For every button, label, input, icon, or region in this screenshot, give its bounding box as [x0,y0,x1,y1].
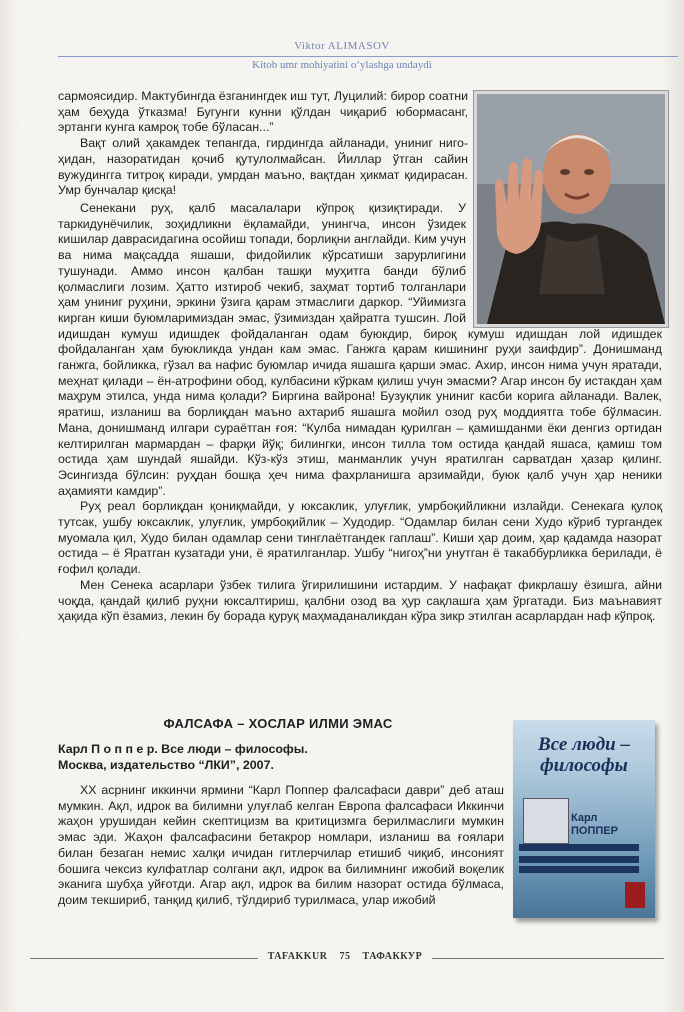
running-header-author: Viktor ALIMASOV [294,40,390,52]
cover-band [519,844,639,851]
page-footer [258,951,432,962]
cover-band [519,856,639,863]
section-title: ФАЛСАФА – ХОСЛАР ИЛМИ ЭМАС [163,716,393,731]
paragraph-3: Сенекани руҳ, қалб масалалари кўпроқ қизиқтиради. У таркидунёчилик, зоҳидликни ёқламайди, унингча, инсон ўзидек кишилар даврасидагина осойиш топади, борлиқни англайди. Ким учун ва нима мақсадда яшаши, фидойилик кўрсатиши зарурлигини тушунади. Аммо инсон қалбан ташқи муҳитга банди бўлиб қолмаслиги лозим. Ҳатто изтироб чекиб, заҳмат тортиб толганлари ҳам униниг руҳини, эркини ўзига қарам этмаслиги даркор. “Уйимизга кирган киши буюмларимиздан эмас, ўзимиздан ҳайратга тушсин. Лой идишдан кумуш идишдек фойдаланган одам буюкдир, бироқ кумуш идишдан лой идишдек фойдаланган ҳам буюкликда ундан кам эмас. Ганжга қарам кишининг руҳи заифдир”. Донишманд ганжга, бойликка, гўзал ва нафис буюмлар ичида яшашга қарши эмас. Ахир, инсон нима учун яратади, меҳнат қилади – ён-атрофини обод, кулбасини кўркам қилиш учун эмасми? Агар инсон бу истакдан ҳам маҳрум этилса, унда нима қолади? Биргина вайрона! Бузуқлик униниг касби корига айланади. Валек, яратиш, изланиш ва борлиқдан маъно ахтариб яшашга мойил озод руҳ моддиятга тобе бўлмасин. Мана, донишманд илгари сураётган ғоя: “Кулба нимадан қурилган – қамишданми ёки денгиз ортидан келтирилган мармардан – фарқи йўқ; билингки, инсон тилла том остида қандай яшаса, қамиш том остида ҳам шундай яшайди. Кўз-кўз этиш, манманлик учун яратилган сарватдан ҳазар қилинг. Эсингизда бўлсин: руҳдан бошқа ҳеч нима фахрланишга арзимайди, буюк қалб учун ҳар неники аҳамияти камдир”. [58,201,662,498]
page-number: 75 [339,951,351,962]
header-rule [58,56,678,57]
author-portrait-thumbnail [523,798,569,844]
section-body [58,783,504,909]
book-reference-line-2: Москва, издательство “ЛКИ”, 2007. [58,757,274,772]
footer-rule-left [30,958,258,959]
book-reference-line-1: Карл П о п п е р. Все люди – философы. [58,742,308,756]
publisher-logo [625,882,645,908]
book-reference [58,742,498,773]
book-cover-title: Все люди – философы [538,734,630,776]
footer-journal-latin: TAFAKKUR [267,951,328,962]
book-cover-author-last: ПОППЕР [571,825,618,837]
photo-float-spacer [466,201,662,321]
book-cover-author-first: Карл [571,812,598,824]
footer-rule-right [432,958,664,959]
paragraph-5: Мен Сенека асарлари ўзбек тилига ўгирилишини истардим. У нафақат фикрлашу ёзишга, айни чоқда, қандай қилиб руҳни юксалтириш, қалбни озод ва ҳур сақлашга ҳам ўргатади. Биз маънавият ҳақида кўп ёзамиз, лекин бу борада қуруқ маҳмаданаликдан кўра зикр этилган асарлардан наф кўпроқ. [58,577,662,624]
section-paragraph: XX асрнинг иккинчи ярмини “Карл Поппер фалсафаси даври” деб аташ мумкин. Ақл, идрок ва билимни улуғлаб келган Европа фалсафаси Иккинчи жаҳон урушидан кейин скептицизм ва критицизмга берилмаслиги мумкин эмас эди. Жаҳон фалсафасини бетакрор номлари, изланиш ва ғоялари билан безаган немис халқи ичидан гитлерчилар етишиб чиқиб, инсоният бошига чексиз кулфатлар солгани ақл, идрок ва билимнинг ижобий воқелик эканига шубҳа уйғотди. Агар ақл, идрок ва билим назорат остида бўлмаса, доим текшириб, танқид қилиб, тўлдириб турилмаса, улар ижобий [58,783,504,907]
cover-band [519,866,639,873]
paragraph-1: сармоясидир. Мактубингда ёзганингдек иш тут, Луцилий: бирор соатни ҳам беҳуда ўтказма! Бугунги кунни қўлдан чиқариб юбормасанг, эртанги кунга камроқ тобе бўласан...” [58,89,468,135]
text-column-main [58,201,662,625]
book-cover-author [571,812,618,838]
paragraph-2: Вақт олий ҳакамдек тепангда, гирдингда айланади, униниг ниго-ҳидан, назоратидан қочиб қутулолмайсан. Йиллар ўтган сайин вужудингга титроқ киради, умрдан маъно, вақтдан ҳикмат қидирасан. Умр бунчалар қисқа! [58,136,468,198]
paragraph-4: Руҳ реал борлиқдан қониқмайди, у юксаклик, улуғлик, умрбоқийликни излайди. Сенекага қулоқ тутсак, ушбу юксаклик, улуғлик, умрбоқийлик – Худодир. “Одамлар билан сени Худо кўриб тургандек муомала қил, Худо билан одамлар сени тинглаётгандек гаплаш”. Киши ҳар доим, ҳар қадамда назорат остида – ё Яратган кузатади уни, ё яратилганлар. Ушбу “нигоҳ”ни унутган ё такаббурликка берилади, ё ғофил қолади. [58,499,662,577]
running-header-subtitle: Kitob umr mohiyatini o‘ylashga undaydi [252,59,432,71]
text-column-top [58,89,468,199]
footer-journal-cyrillic: ТАФАККУР [362,951,423,962]
book-cover [513,720,655,918]
